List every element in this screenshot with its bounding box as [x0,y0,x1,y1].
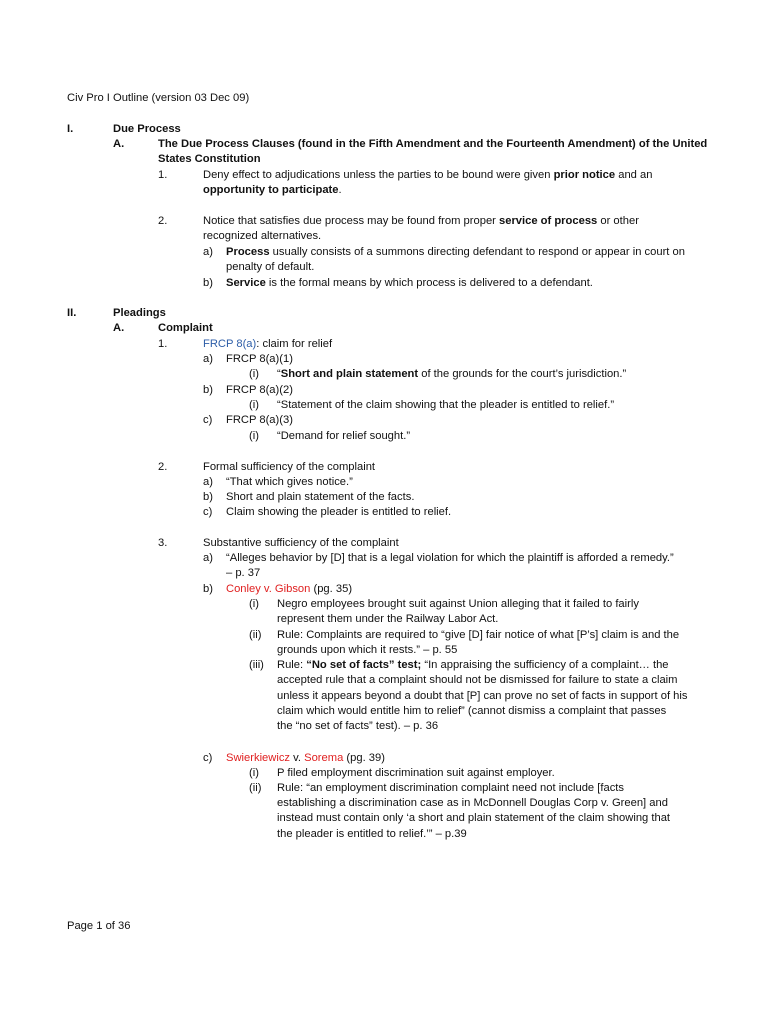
item-number: 1. [158,169,168,181]
roman-marker: (ii) [249,782,262,794]
item-number: 1. [158,338,168,350]
list-text-cont: – p. 37 [226,567,261,579]
list-text: Service is the formal means by which process is delivered to a defendant. [226,277,593,289]
list-text: FRCP 8(a)(3) [226,414,293,426]
subsection-title: Complaint [158,322,213,334]
roman-text: Rule: “an employment discrimination complaint need not include [facts [277,782,624,794]
subsection-letter: A. [113,138,125,150]
item-number: 2. [158,215,168,227]
case-link-swierkiewicz[interactable]: Swierkiewicz [226,752,291,764]
list-marker: c) [203,414,213,426]
roman-marker: (ii) [249,629,262,641]
document-title: Civ Pro I Outline (version 03 Dec 09) [67,92,250,104]
roman-text-cont: unless it appears beyond a doubt that [P] can prove no set of facts in support of his [277,690,688,702]
item-text-cont: recognized alternatives. [203,230,322,242]
roman-text-cont: represent them under the Railway Labor Act. [277,613,499,625]
list-text: Claim showing the pleader is entitled to relief. [226,506,452,518]
roman-marker: (i) [249,368,259,380]
frcp-link[interactable]: FRCP 8(a) [203,338,257,350]
item-text: Substantive sufficiency of the complaint [203,537,399,549]
item-text: FRCP 8(a): claim for relief [203,338,333,350]
list-text: FRCP 8(a)(2) [226,384,293,396]
subsection-letter: A. [113,322,125,334]
case-citation: Swierkiewicz v. Sorema (pg. 39) [226,752,385,764]
list-marker: b) [203,491,213,503]
roman-text-cont: accepted rule that a complaint should not be dismissed for failure to state a claim [277,674,678,686]
roman-marker: (i) [249,767,259,779]
list-marker: a) [203,552,213,564]
section-number: II. [67,307,77,319]
item-text: Deny effect to adjudications unless the parties to be bound were given prior notice and an [203,169,653,181]
list-marker: b) [203,384,213,396]
roman-text-cont: claim which would entitle him to relief” (cannot dismiss a complaint that passes [277,705,667,717]
list-text: FRCP 8(a)(1) [226,353,293,365]
list-marker: a) [203,246,213,258]
item-number: 2. [158,461,168,473]
case-citation: Conley v. Gibson (pg. 35) [226,583,353,595]
section-title: Due Process [113,123,181,135]
list-marker: b) [203,583,213,595]
roman-text-cont: the “no set of facts” test). – p. 36 [277,720,439,732]
section-number: I. [67,123,74,135]
list-text: Process usually consists of a summons directing defendant to respond or appear in court on [226,246,685,258]
item-text: Formal sufficiency of the complaint [203,461,376,473]
list-marker: c) [203,506,213,518]
roman-text: “Demand for relief sought.” [277,430,411,442]
roman-text-cont: instead must contain only ‘a short and plain statement of the claim showing that [277,812,671,824]
case-link-gibson[interactable]: Gibson [274,583,311,595]
roman-text: “Statement of the claim showing that the pleader is entitled to relief.” [277,399,615,411]
list-marker: c) [203,752,213,764]
roman-marker: (iii) [249,659,264,671]
page-number: Page 1 of 36 [67,920,131,932]
list-text: “Alleges behavior by [D] that is a legal violation for which the plaintiff is afforded a remedy.” [226,552,674,564]
list-marker: b) [203,277,213,289]
case-link-sorema[interactable]: Sorema [304,752,344,764]
roman-text: Rule: Complaints are required to “give [D] fair notice of what [P’s] claim is and the [277,629,680,641]
roman-text: P filed employment discrimination suit against employer. [277,767,555,779]
section-title: Pleadings [113,307,166,319]
roman-text-cont: grounds upon which it rests.” – p. 55 [277,644,458,656]
list-text-cont: penalty of default. [226,261,315,273]
subsection-title: The Due Process Clauses (found in the Fifth Amendment and the Fourteenth Amendment) of the United [158,138,708,150]
roman-text: Rule: “No set of facts” test; “In appraising the sufficiency of a complaint… the [277,659,669,671]
list-marker: a) [203,353,213,365]
roman-text: “Short and plain statement of the grounds for the court’s jurisdiction.” [277,368,627,380]
roman-marker: (i) [249,598,259,610]
roman-text-cont: the pleader is entitled to relief.’” – p.39 [277,828,467,840]
item-number: 3. [158,537,168,549]
list-text: Short and plain statement of the facts. [226,491,415,503]
roman-text: Negro employees brought suit against Union alleging that it failed to fairly [277,598,639,610]
list-text: “That which gives notice.” [226,476,353,488]
list-marker: a) [203,476,213,488]
roman-text-cont: establishing a discrimination case as in McDonnell Douglas Corp v. Green] and [277,797,668,809]
roman-marker: (i) [249,430,259,442]
item-text: Notice that satisfies due process may be found from proper service of process or other [203,215,639,227]
subsection-title-cont: States Constitution [158,153,261,165]
case-link-conley[interactable]: Conley [226,583,261,595]
roman-marker: (i) [249,399,259,411]
item-text-cont: opportunity to participate. [203,184,342,196]
